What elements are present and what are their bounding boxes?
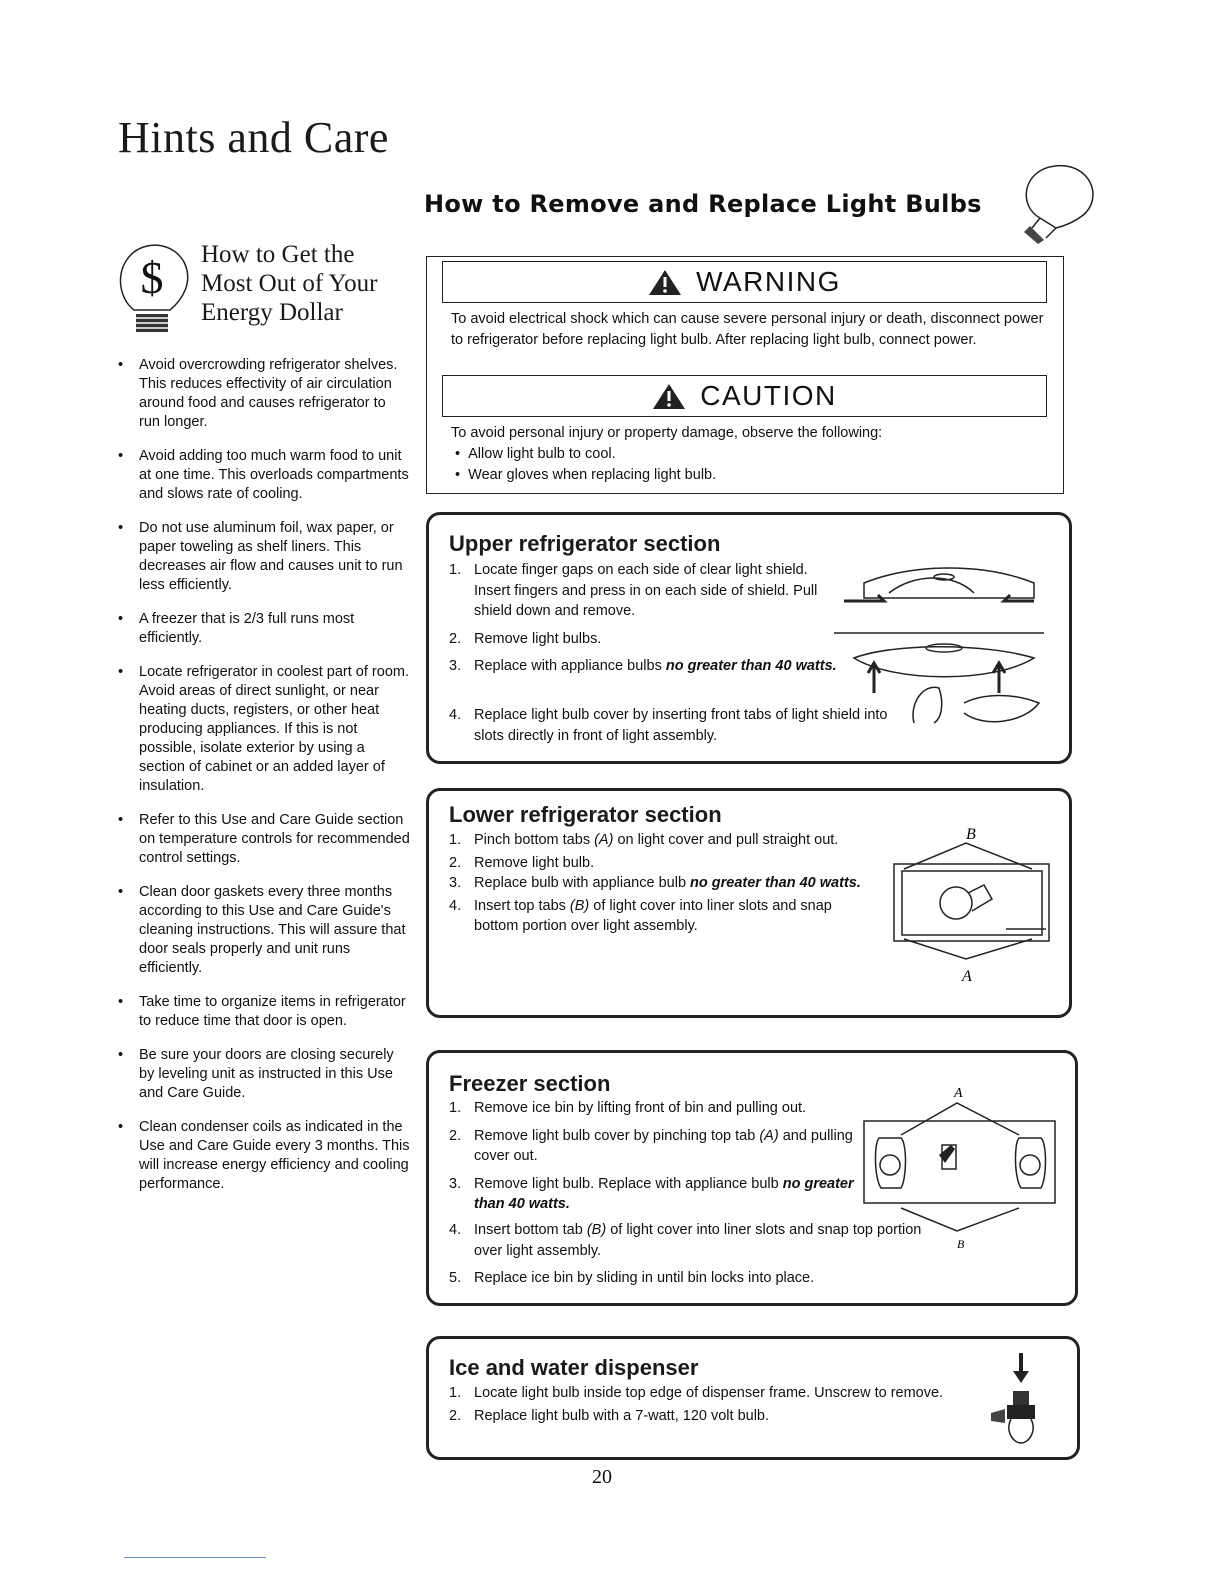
- step-number: 3.: [449, 1175, 462, 1192]
- freezer-steps: [449, 1098, 869, 1222]
- list-item: [449, 1383, 954, 1404]
- step-text: and pulling cover out.: [474, 1127, 853, 1164]
- dispenser-bulb-icon: [983, 1351, 1053, 1449]
- step-text: Pinch bottom tabs: [474, 832, 595, 848]
- freezer-light-cover-diagram: [859, 1083, 1064, 1248]
- dispenser-section-title: Ice and water dispenser: [449, 1355, 699, 1380]
- list-item: • Locate refrigerator in coolest part of room. Avoid areas of direct sunlight, or near heating ducts, registers, or other heat producing appliances. If this is not possible, isolate exterior by using a section of cabinet or an added layer of insulation.: [118, 663, 410, 796]
- step-text: Remove light bulb. Replace with appliance bulb: [474, 1175, 783, 1192]
- step-text: Remove light bulb.: [474, 854, 595, 871]
- list-item: • Take time to organize items in refrigerator to reduce time that door is open.: [118, 993, 410, 1031]
- caution-item: • Wear gloves when replacing light bulb.: [455, 467, 717, 483]
- upper-section-box: [426, 512, 1072, 764]
- caution-triangle-icon: [652, 382, 686, 410]
- list-item: [449, 1174, 869, 1215]
- step-emphasis: no greater than 40 watts.: [474, 1175, 854, 1212]
- label-a: A: [962, 968, 972, 985]
- caution-label: CAUTION: [700, 380, 837, 411]
- list-item: [449, 1268, 929, 1289]
- freezer-section-box: [426, 1050, 1078, 1306]
- freezer-section-title: Freezer section: [449, 1071, 611, 1096]
- label-b: B: [957, 1237, 965, 1248]
- caution-banner: [442, 375, 1047, 417]
- step-number: 2.: [449, 1127, 462, 1144]
- list-item: [449, 1406, 954, 1427]
- step-emphasis: no greater than 40 watts.: [665, 658, 837, 674]
- light-bulb-icon: [1010, 158, 1102, 244]
- step-text: Replace light bulb with a 7-watt, 120 volt bulb.: [474, 1407, 770, 1424]
- warning-text: To avoid electrical shock which can cause severe personal injury or death, disconnect power to refrigerator before replacing light bulb. After replacing light bulb, connect power.: [451, 311, 1044, 348]
- upper-light-shield-diagram: [834, 553, 1054, 733]
- list-item: [449, 873, 874, 894]
- caution-item-text: Allow light bulb to cool.: [468, 446, 616, 462]
- warning-banner: [442, 261, 1047, 303]
- step-text: of light cover into liner slots and snap top portion over light assembly.: [474, 1222, 922, 1259]
- dollar-symbol: $: [140, 252, 164, 303]
- step-number: 3.: [449, 875, 462, 891]
- page-title: Hints and Care: [118, 113, 389, 162]
- warning-label: WARNING: [696, 266, 841, 297]
- dispenser-section-box: [426, 1336, 1080, 1460]
- section-title: How to Remove and Replace Light Bulbs: [424, 190, 982, 218]
- energy-heading: How to Get the Most Out of Your Energy Dollar: [201, 241, 378, 326]
- step-number: 5.: [449, 1270, 462, 1286]
- step-emphasis: (A): [759, 1127, 779, 1144]
- step-number: 1.: [449, 1385, 462, 1401]
- step-text: Remove light bulbs.: [474, 630, 602, 647]
- list-item: • Avoid adding too much warm food to unit at one time. This overloads compartments and slows rate of cooling.: [118, 447, 410, 504]
- step-emphasis: (B): [586, 1222, 607, 1238]
- list-item: • Refer to this Use and Care Guide section on temperature controls for recommended control settings.: [118, 811, 410, 868]
- step-emphasis: (A): [594, 832, 614, 848]
- step-text: Replace light bulb cover by inserting front tabs of light shield into slots directly in front of light assembly.: [474, 707, 888, 744]
- step-number: 4.: [449, 707, 462, 723]
- safety-box: [426, 256, 1064, 494]
- lower-section-title: Lower refrigerator section: [449, 802, 722, 827]
- list-item: • Clean door gaskets every three months according to this Use and Care Guide's cleaning instructions. This will assure that door seals properly and unit runs efficiently.: [118, 883, 410, 978]
- freezer-steps-cont: [449, 1220, 929, 1296]
- step-number: 1.: [449, 1100, 462, 1116]
- lower-section-box: [426, 788, 1072, 1018]
- list-item: [449, 830, 874, 851]
- step-number: 2.: [449, 630, 462, 647]
- step-number: 1.: [449, 562, 462, 578]
- caution-item: • Allow light bulb to cool.: [455, 446, 616, 462]
- caution-intro: To avoid personal injury or property damage, observe the following:: [451, 425, 883, 441]
- step-number: 4.: [449, 897, 462, 914]
- list-item: • Do not use aluminum foil, wax paper, or paper toweling as shelf liners. This decreases air flow and causes unit to run less efficiently.: [118, 519, 410, 595]
- step-text: Insert top tabs: [474, 897, 570, 914]
- list-item: [449, 705, 889, 746]
- list-item: [449, 1126, 869, 1167]
- list-item: • Avoid overcrowding refrigerator shelves. This reduces effectivity of air circulation around food and causes refrigerator to run longer.: [118, 356, 410, 432]
- step-text: Replace ice bin by sliding in until bin locks into place.: [474, 1270, 815, 1286]
- step-number: 2.: [449, 854, 462, 871]
- step-text: Locate light bulb inside top edge of dispenser frame. Unscrew to remove.: [474, 1385, 944, 1401]
- divider: [124, 1557, 266, 1558]
- step-text: Replace bulb with appliance bulb: [474, 875, 691, 891]
- step-text: Remove light bulb cover by pinching top tab: [474, 1127, 760, 1144]
- step-text: Locate finger gaps on each side of clear light shield. Insert fingers and press in on each side of shield. Pull shield down and remove.: [474, 562, 818, 619]
- step-text: Remove ice bin by lifting front of bin and pulling out.: [474, 1100, 807, 1116]
- step-emphasis: no greater than 40 watts.: [690, 875, 861, 891]
- list-item: [449, 1098, 869, 1119]
- step-number: 1.: [449, 832, 462, 848]
- list-item: • Clean condenser coils as indicated in the Use and Care Guide every 3 months. This will increase energy efficiency and cooling performance.: [118, 1118, 410, 1194]
- page-number: 20: [592, 1466, 612, 1488]
- step-number: 4.: [449, 1222, 462, 1238]
- step-number: 3.: [449, 658, 462, 674]
- upper-steps: [449, 560, 839, 684]
- upper-section-title: Upper refrigerator section: [449, 531, 721, 556]
- list-item: • Be sure your doors are closing securely by leveling unit as instructed in this Use and Care Guide.: [118, 1046, 410, 1103]
- upper-steps-cont: [449, 705, 889, 753]
- list-item: [449, 560, 839, 622]
- energy-tips-list: [118, 356, 410, 1209]
- dispenser-steps: [449, 1383, 954, 1433]
- list-item: [449, 1220, 929, 1261]
- step-text: of light cover into liner slots and snap bottom portion over light assembly.: [474, 897, 832, 934]
- lower-steps: [449, 830, 874, 944]
- list-item: • A freezer that is 2/3 full runs most efficiently.: [118, 610, 410, 648]
- warning-triangle-icon: [648, 268, 682, 296]
- step-text: Insert bottom tab: [474, 1222, 587, 1238]
- step-emphasis: (B): [569, 897, 590, 914]
- step-text: Replace with appliance bulbs: [474, 658, 666, 674]
- label-a: A: [954, 1086, 963, 1101]
- list-item: [449, 853, 874, 874]
- lower-light-cover-diagram: [884, 819, 1059, 989]
- caution-item-text: Wear gloves when replacing light bulb.: [468, 467, 717, 483]
- list-item: [449, 896, 874, 937]
- step-number: 2.: [449, 1407, 462, 1424]
- label-b: B: [966, 826, 976, 843]
- list-item: [449, 629, 839, 650]
- list-item: [449, 656, 839, 677]
- step-text: on light cover and pull straight out.: [613, 832, 839, 848]
- dollar-bulb-icon: [112, 238, 194, 338]
